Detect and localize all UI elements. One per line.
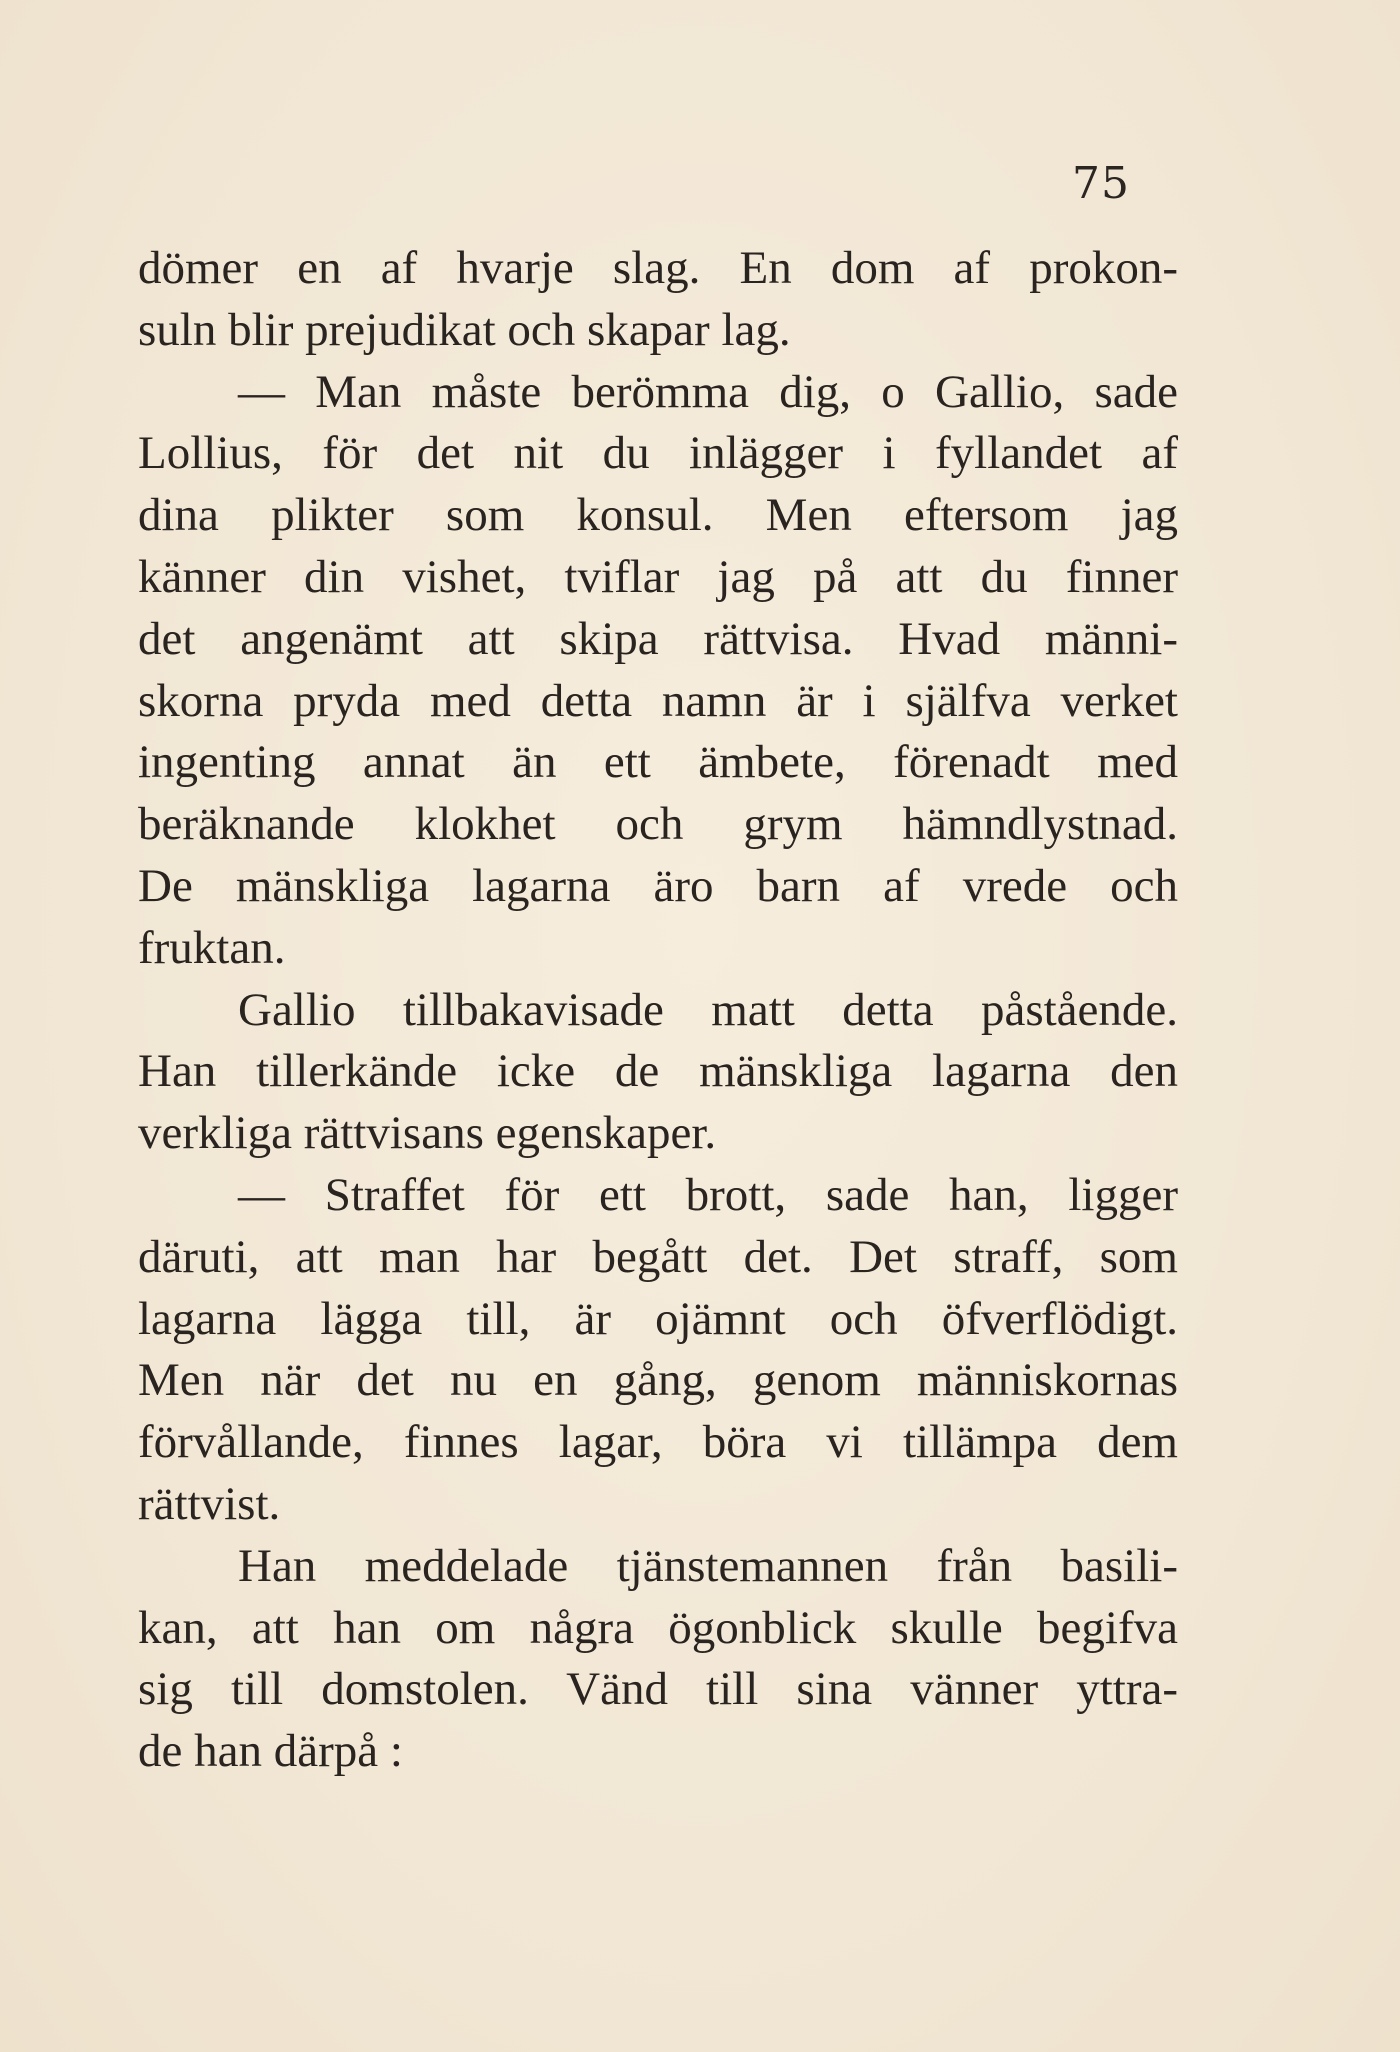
text-line: — Straffet för ett brott, sade han, ligger	[238, 1168, 1178, 1221]
text-line: fruktan.	[138, 921, 286, 974]
text-line: känner din vishet, tviflar jag på att du finner	[138, 550, 1178, 603]
text-line: — Man måste berömma dig, o Gallio, sade	[238, 365, 1178, 418]
text-line: förvållande, finnes lagar, böra vi tillämpa dem	[138, 1416, 1178, 1469]
text-line: De mänskliga lagarna äro barn af vrede och	[138, 859, 1178, 912]
text-line: de han därpå :	[138, 1725, 403, 1778]
text-line: Han tillerkände icke de mänskliga lagarna den	[138, 1045, 1178, 1098]
page-number: 75	[1072, 158, 1130, 209]
text-line: lagarna lägga till, är ojämnt och öfverflödigt.	[138, 1292, 1178, 1345]
text-line: däruti, att man har begått det. Det straff, som	[138, 1230, 1178, 1283]
text-line: skorna pryda med detta namn är i själfva verket	[138, 674, 1178, 727]
text-line: suln blir prejudikat och skapar lag.	[138, 303, 791, 356]
text-line: Men när det nu en gång, genom människornas	[138, 1354, 1178, 1407]
text-line: Gallio tillbakavisade matt detta påstående.	[238, 983, 1178, 1036]
text-line: det angenämt att skipa rättvisa. Hvad männi-	[138, 612, 1178, 665]
text-line: verkliga rättvisans egenskaper.	[138, 1107, 717, 1160]
text-line: Lollius, för det nit du inlägger i fyllandet af	[138, 427, 1178, 480]
text-line: dina plikter som konsul. Men eftersom jag	[138, 489, 1178, 542]
text-line: rättvist.	[138, 1477, 281, 1530]
text-line: beräknande klokhet och grym hämndlystnad.	[138, 798, 1178, 851]
text-line: sig till domstolen. Vänd till sina vänner yttra-	[138, 1663, 1178, 1716]
body-text	[138, 238, 1178, 1783]
text-line: dömer en af hvarje slag. En dom af prokon-	[138, 242, 1178, 294]
text-line: Han meddelade tjänstemannen från basili-	[238, 1539, 1178, 1592]
text-line: ingenting annat än ett ämbete, förenadt med	[138, 736, 1178, 789]
text-line: kan, att han om några ögonblick skulle begifva	[138, 1601, 1178, 1654]
